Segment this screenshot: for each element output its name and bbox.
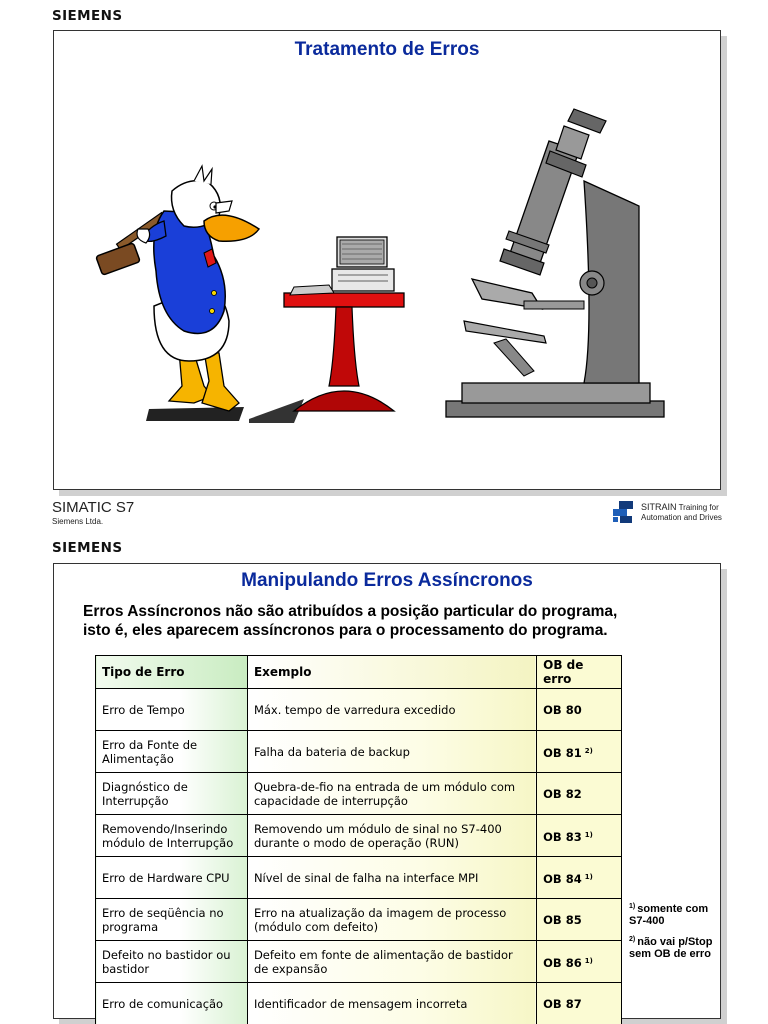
cell-exemplo	[247, 983, 536, 1024]
cell-tipo	[96, 941, 248, 983]
cell-ob	[537, 857, 622, 899]
cell-ob-footnote-mark: 1)	[584, 956, 593, 965]
cell-exemplo-text: Máx. tempo de varredura excedido	[253, 702, 456, 717]
header-tipo: Tipo de Erro	[96, 656, 248, 689]
header-ob: OB de erro	[537, 656, 622, 689]
cell-exemplo	[247, 689, 536, 731]
computer-on-table-icon	[284, 237, 404, 411]
slide1-title: Tratamento de Erros	[294, 39, 480, 60]
cell-ob-text: OB 82	[543, 786, 582, 801]
sitrain-badge	[611, 500, 731, 526]
cell-ob	[537, 815, 622, 857]
footnote-2-mark: 2)	[629, 936, 636, 943]
cell-tipo-text: Diagnóstico de Interrupção	[102, 779, 188, 808]
sitrain-logo-icon	[611, 500, 635, 524]
cell-exemplo	[247, 899, 536, 941]
footnote-2-line2: sem OB de erro	[629, 948, 711, 960]
cell-tipo-text: Erro de seqüência no programa	[102, 905, 224, 934]
sitrain-line1: Training for	[678, 503, 719, 512]
cell-exemplo-text: Falha da bateria de backup	[253, 744, 410, 759]
siemens-brand-bottom: SIEMENS	[52, 540, 123, 556]
slide-manipulando-erros	[53, 563, 721, 1019]
cell-ob-text: OB 86	[543, 955, 582, 970]
footnote-2-line1: não vai p/Stop	[637, 936, 713, 948]
cell-ob-text: OB 85	[543, 912, 582, 927]
cell-exemplo-text: Removendo um módulo de sinal no S7-400 durante o modo de operação (RUN)	[253, 821, 502, 850]
cell-ob-footnote-mark: 1)	[584, 830, 593, 839]
cell-ob	[537, 689, 622, 731]
cell-tipo-text: Erro da Fonte de Alimentação	[102, 737, 198, 766]
cell-ob	[537, 731, 622, 773]
table-row	[96, 689, 622, 731]
slide2-intro	[83, 602, 713, 640]
cell-exemplo-text: Quebra-de-fio na entrada de um módulo com capacidade de interrupção	[253, 779, 516, 808]
table-row	[96, 815, 622, 857]
cell-exemplo	[247, 857, 536, 899]
slide-tratamento-de-erros	[53, 30, 721, 490]
table-row	[96, 857, 622, 899]
cell-tipo	[96, 857, 248, 899]
footer-product: SIMATIC S7	[52, 499, 135, 516]
microscope-icon	[446, 109, 664, 417]
cell-tipo	[96, 689, 248, 731]
intro-line-2: isto é, eles aparecem assíncronos para o processamento do programa.	[83, 622, 608, 639]
footer-company: Siemens Ltda.	[52, 517, 104, 526]
slide2-title-text: Manipulando Erros Assíncronos	[241, 570, 533, 591]
cell-exemplo	[247, 815, 536, 857]
cell-ob	[537, 899, 622, 941]
table-row	[96, 983, 622, 1024]
table-row	[96, 773, 622, 815]
siemens-brand-top: SIEMENS	[52, 8, 123, 24]
cell-tipo-text: Erro de Hardware CPU	[102, 870, 230, 885]
cell-tipo-text: Defeito no bastidor ou bastidor	[102, 947, 231, 976]
duck-with-hammer-icon	[96, 166, 259, 411]
cell-ob-text: OB 80	[543, 702, 582, 717]
cell-tipo-text: Erro de comunicação	[102, 996, 224, 1011]
slide2-title	[54, 570, 720, 592]
footnote-1-mark: 1)	[629, 903, 636, 910]
cell-exemplo	[247, 941, 536, 983]
table-body	[96, 689, 622, 1024]
error-types-table	[95, 655, 622, 1024]
cell-ob-footnote-mark: 2)	[584, 746, 593, 755]
header-exemplo: Exemplo	[247, 656, 536, 689]
cell-exemplo	[247, 731, 536, 773]
table-row	[96, 899, 622, 941]
cell-exemplo-text: Erro na atualização da imagem de processo (módulo com defeito)	[253, 905, 507, 934]
cell-ob	[537, 941, 622, 983]
cell-tipo	[96, 899, 248, 941]
cell-ob-text: OB 87	[543, 996, 582, 1011]
cell-tipo-text: Removendo/Inserindo módulo de Interrupção	[102, 821, 234, 850]
intro-line-1: Erros Assíncronos não são atribuídos a posição particular do programa,	[83, 603, 618, 620]
footnote-1-line1: somente com	[637, 903, 709, 915]
cell-tipo	[96, 815, 248, 857]
footnote-1-line2: S7-400	[629, 915, 665, 927]
sitrain-text	[641, 502, 722, 523]
cell-tipo	[96, 731, 248, 773]
cell-exemplo-text: Defeito em fonte de alimentação de bastidor de expansão	[253, 947, 513, 976]
table-row	[96, 941, 622, 983]
cell-ob	[537, 983, 622, 1024]
cell-ob-text: OB 81	[543, 745, 582, 760]
cell-ob-text: OB 83	[543, 829, 582, 844]
cell-exemplo	[247, 773, 536, 815]
cell-exemplo-text: Nível de sinal de falha na interface MPI	[253, 870, 479, 885]
table-row	[96, 731, 622, 773]
footnote-1	[629, 901, 729, 927]
sitrain-line2: Automation and Drives	[641, 513, 722, 522]
sitrain-name: SITRAIN	[641, 502, 677, 512]
error-handling-illustration	[54, 31, 722, 491]
footnote-2	[629, 934, 729, 960]
cell-tipo-text: Erro de Tempo	[102, 702, 185, 717]
cell-exemplo-text: Identificador de mensagem incorreta	[253, 996, 468, 1011]
footer-product-info	[52, 499, 134, 526]
cell-tipo	[96, 983, 248, 1024]
cell-tipo	[96, 773, 248, 815]
cell-ob-text: OB 84	[543, 871, 582, 886]
cell-ob	[537, 773, 622, 815]
table-header-row	[96, 656, 622, 689]
cell-ob-footnote-mark: 1)	[584, 872, 593, 881]
